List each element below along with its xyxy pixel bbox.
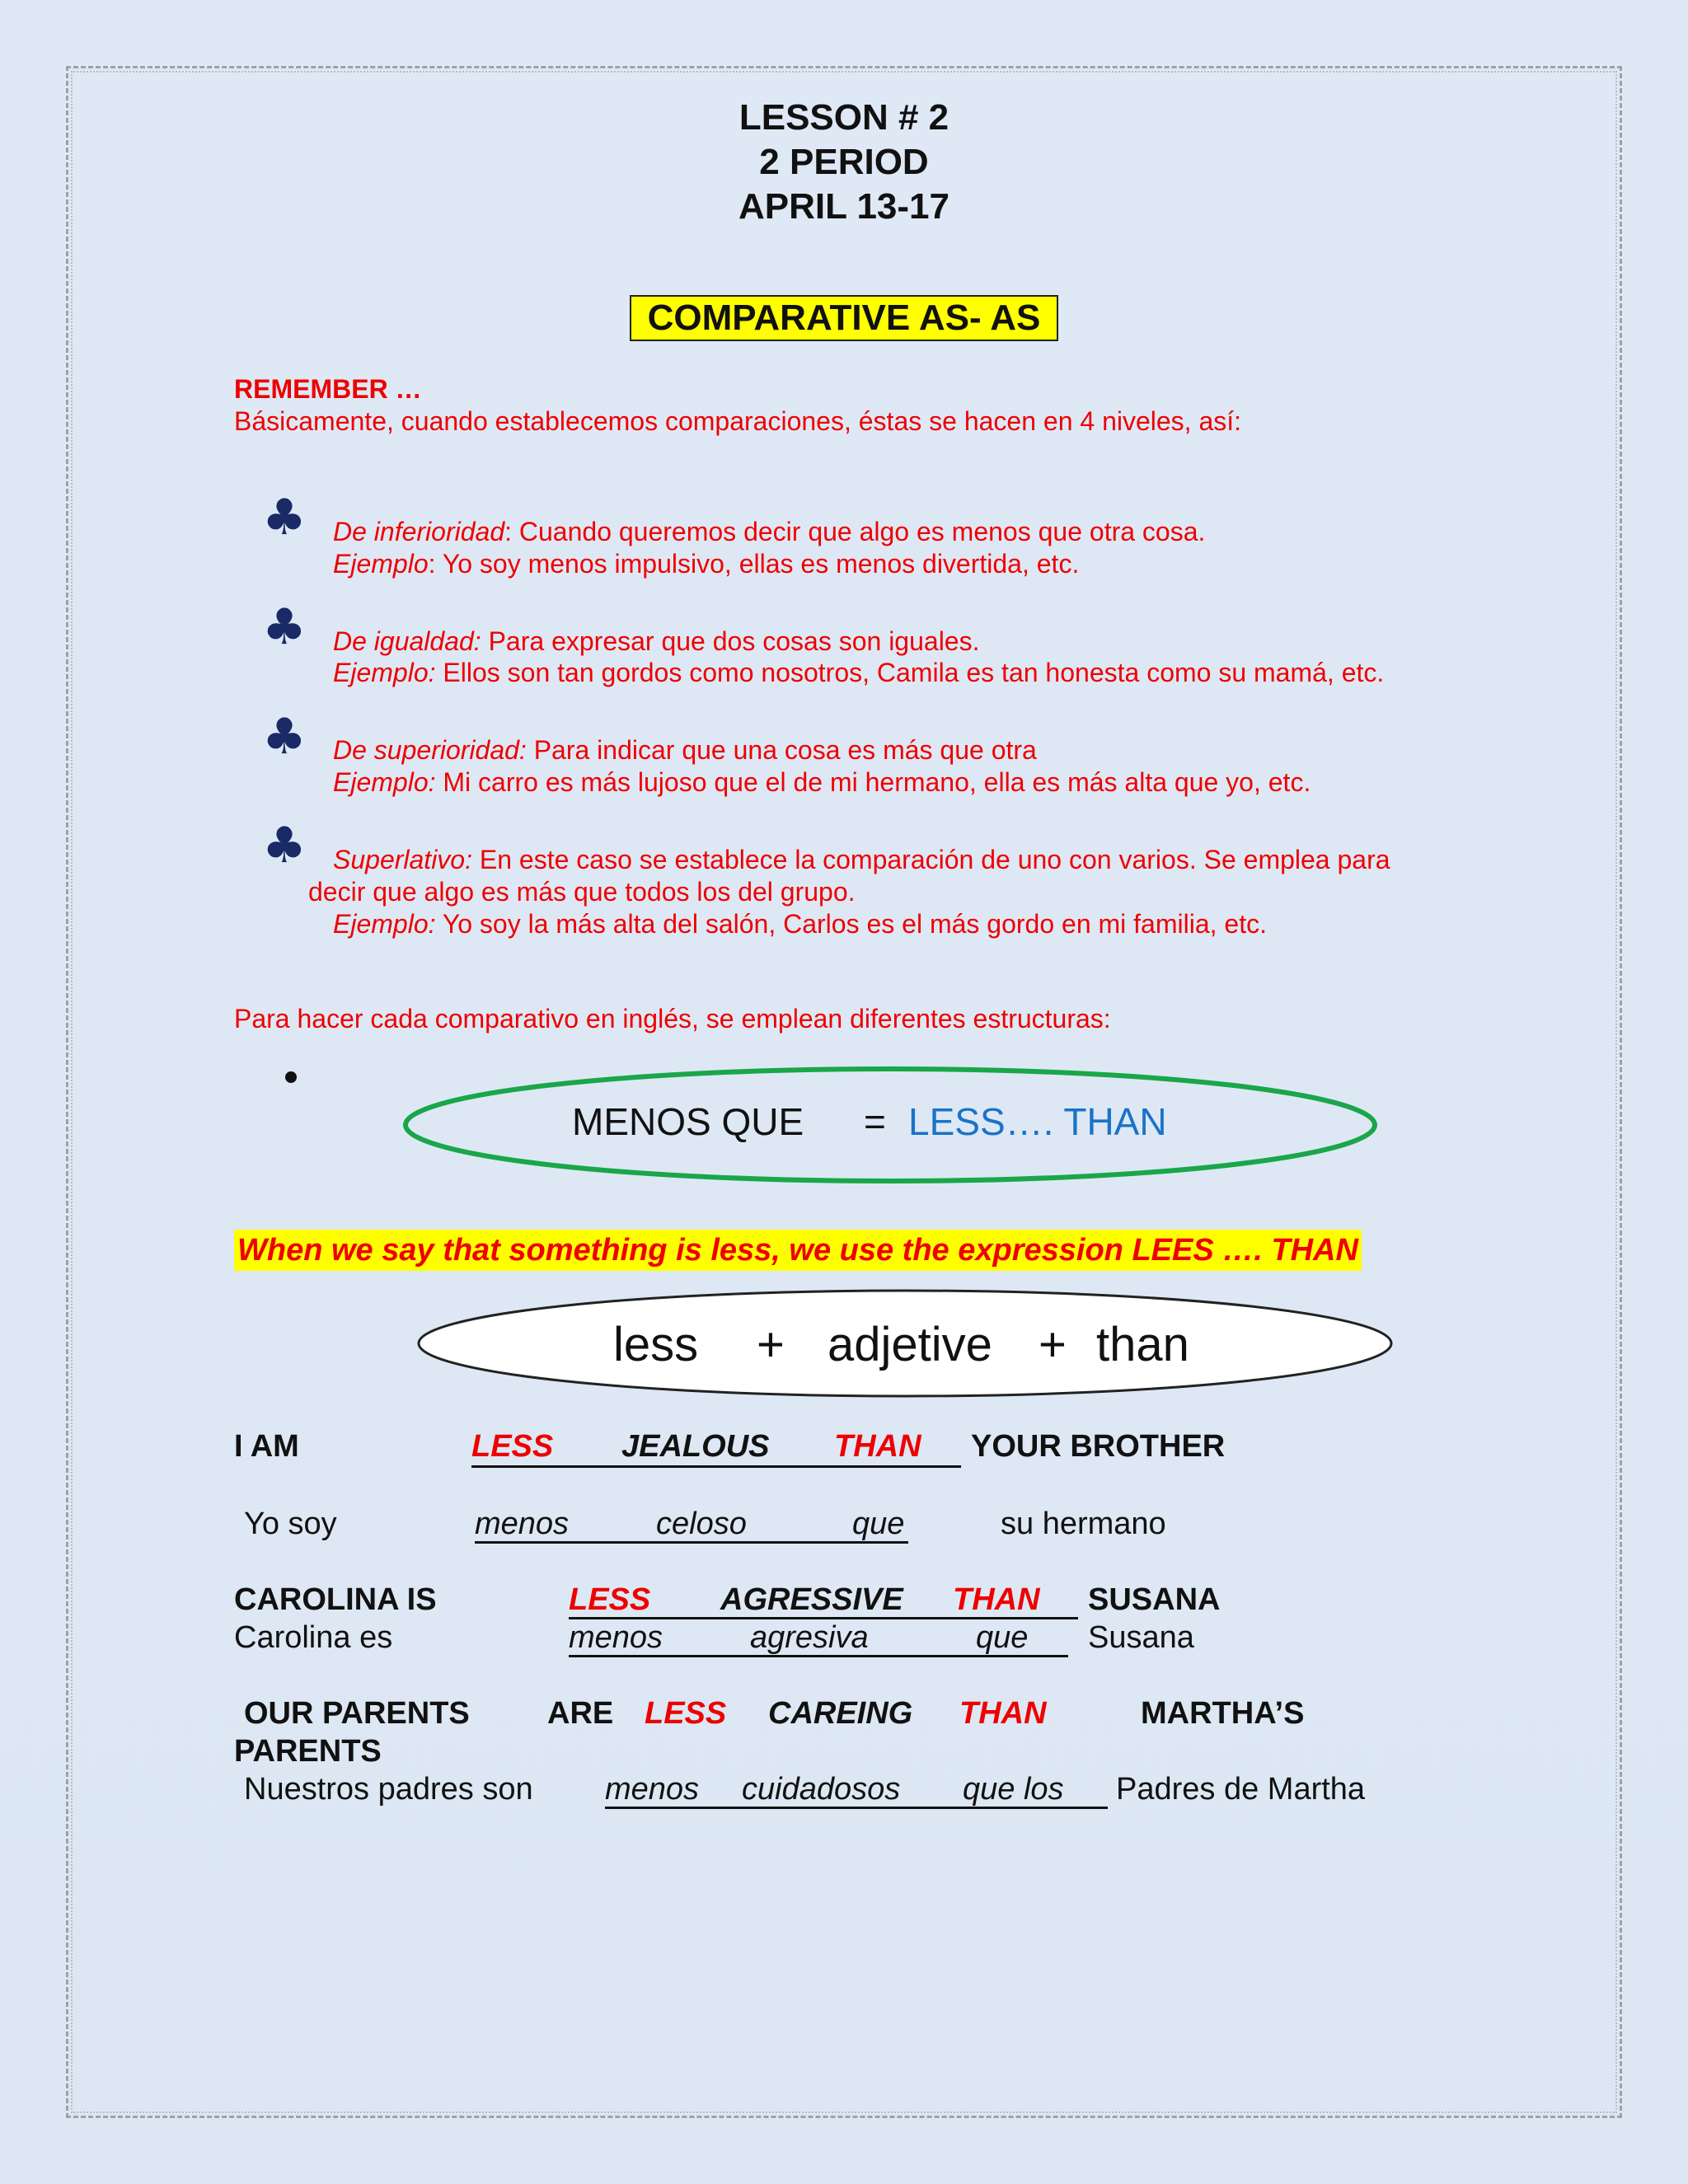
level-superioridad-example: Ejemplo: Mi carro es más lujoso que el de mi hermano, ella es más alta que yo, etc.	[333, 767, 1311, 797]
ex2-less: LESS	[569, 1582, 651, 1617]
club-icon: ♣	[262, 708, 307, 766]
ex2-than: THAN	[953, 1582, 1040, 1617]
formula-plus-1: +	[757, 1318, 785, 1371]
equals-sign: =	[864, 1100, 886, 1143]
ex3-object-cont: PARENTS	[234, 1734, 382, 1769]
bullet	[285, 1071, 297, 1083]
remember-label: REMEMBER …	[234, 374, 422, 404]
ex3-es-than: que los	[963, 1772, 1064, 1807]
ex1-es-subject: Yo soy	[244, 1507, 337, 1541]
level-inferioridad-example: Ejemplo: Yo soy menos impulsivo, ellas es menos divertida, etc.	[333, 549, 1080, 579]
ex2-es-object: Susana	[1088, 1620, 1194, 1655]
level-igualdad-example: Ejemplo: Ellos son tan gordos como nosotros, Camila es tan honesta como su mamá, etc.	[333, 658, 1385, 687]
ex2-es-adjective: agresiva	[750, 1620, 869, 1655]
lesson-title: COMPARATIVE AS- AS	[630, 295, 1058, 341]
ex1-subject: I AM	[234, 1429, 299, 1464]
ex2-es-less: menos	[569, 1620, 663, 1655]
level-superlativo-cont: decir que algo es más que todos los del grupo.	[308, 877, 856, 907]
ex3-es-subject: Nuestros padres son	[244, 1772, 533, 1807]
formula-adjective: adjetive	[828, 1318, 992, 1371]
ex1-es-object: su hermano	[1001, 1507, 1166, 1541]
level-superlativo-example: Ejemplo: Yo soy la más alta del salón, Carlos es el más gordo en mi familia, etc.	[333, 909, 1267, 939]
remember-intro: Básicamente, cuando establecemos comparaciones, éstas se hacen en 4 niveles, así:	[234, 406, 1242, 436]
highlight-sentence: When we say that something is less, we use the expression LEES …. THAN	[234, 1230, 1362, 1271]
level-igualdad: De igualdad: Para expresar que dos cosas son iguales.	[333, 626, 980, 656]
ex3-es-less: menos	[605, 1772, 700, 1807]
ex3-verb: ARE	[547, 1696, 614, 1731]
menos-que-label: MENOS QUE	[572, 1100, 804, 1143]
ex1-es-adjective: celoso	[656, 1507, 747, 1541]
level-superioridad: De superioridad: Para indicar que una cosa es más que otra	[333, 735, 1037, 765]
period: 2 PERIOD	[759, 142, 929, 182]
ex1-es-than: que	[852, 1507, 905, 1541]
lesson-number: LESSON # 2	[738, 97, 950, 138]
ex3-es-object: Padres de Martha	[1116, 1772, 1366, 1807]
menos-que-ellipse	[396, 1063, 1385, 1187]
ex3-than: THAN	[959, 1696, 1047, 1731]
ex3-less: LESS	[645, 1696, 727, 1731]
club-icon: ♣	[262, 489, 307, 546]
ex2-object: SUSANA	[1088, 1582, 1221, 1617]
ex1-es-less: menos	[475, 1507, 570, 1541]
formula-plus-2: +	[1039, 1318, 1067, 1371]
ex2-adjective: AGRESSIVE	[720, 1582, 903, 1617]
ex3-es-adjective: cuidadosos	[742, 1772, 901, 1807]
ex1-object: YOUR BROTHER	[971, 1429, 1226, 1464]
formula-than: than	[1096, 1318, 1189, 1371]
club-icon: ♣	[262, 598, 307, 656]
structures-intro: Para hacer cada comparativo en inglés, se emplean diferentes estructuras:	[234, 1004, 1111, 1033]
ex3-adjective: CAREING	[768, 1696, 913, 1731]
ex1-than: THAN	[834, 1429, 921, 1464]
club-icon: ♣	[262, 817, 307, 874]
ex3-subject: OUR PARENTS	[244, 1696, 470, 1731]
ex2-es-subject: Carolina es	[234, 1620, 393, 1655]
level-inferioridad: De inferioridad: Cuando queremos decir que algo es menos que otra cosa.	[333, 517, 1206, 546]
ex3-object: MARTHA’S	[1141, 1696, 1305, 1731]
ex1-underline	[471, 1465, 961, 1468]
formula-less: less	[613, 1318, 699, 1371]
ex2-subject: CAROLINA IS	[234, 1582, 437, 1617]
ex1-adjective: JEALOUS	[621, 1429, 770, 1464]
less-than-label: LESS…. THAN	[908, 1100, 1167, 1143]
date-range: APRIL 13-17	[738, 186, 950, 227]
level-superlativo: Superlativo: En este caso se establece la comparación de uno con varios. Se emplea para	[333, 845, 1390, 874]
ex2-es-than: que	[976, 1620, 1029, 1655]
ex1-less: LESS	[471, 1429, 554, 1464]
